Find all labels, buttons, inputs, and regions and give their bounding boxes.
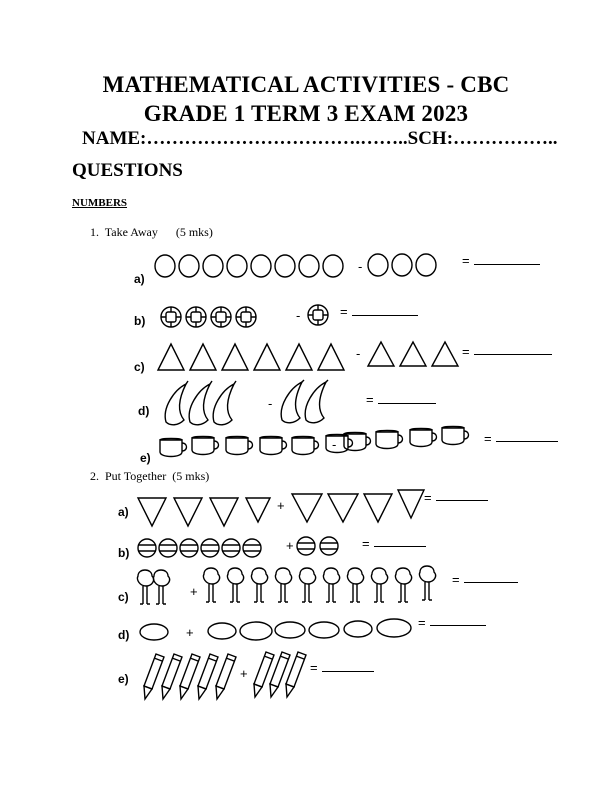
circles-left-group	[152, 248, 452, 284]
minus-sign: -	[268, 396, 273, 411]
circles-right-group	[368, 254, 436, 276]
equals-sign: =	[310, 660, 318, 675]
minus-sign: -	[358, 259, 363, 274]
equals-sign: =	[340, 304, 348, 319]
equals-sign: =	[462, 253, 470, 268]
question-marks: (5 mks)	[172, 469, 210, 483]
inverted-triangles-group	[136, 488, 436, 528]
item-label: a)	[134, 272, 145, 286]
item-label: a)	[118, 505, 129, 519]
minus-sign: -	[296, 308, 301, 323]
triangle-icon	[158, 344, 344, 370]
equals-sign: =	[484, 431, 492, 446]
striped-balls-group	[136, 536, 356, 560]
answer-line[interactable]	[474, 264, 540, 265]
trees-group	[136, 566, 446, 612]
equals-sign: =	[452, 572, 460, 587]
item-label: b)	[118, 546, 130, 560]
ovals-group	[138, 614, 428, 644]
plus-sign: +	[186, 625, 194, 640]
minus-sign: -	[332, 437, 337, 452]
banana-icon	[165, 381, 188, 425]
equals-sign: =	[362, 536, 370, 551]
circle-icon	[155, 255, 343, 277]
question-text: Take Away	[104, 225, 158, 239]
item-label: c)	[118, 590, 129, 604]
exam-title: MATHEMATICAL ACTIVITIES - CBC	[102, 72, 510, 97]
item-label: b)	[134, 314, 146, 328]
item-label: d)	[118, 628, 130, 642]
section-heading: QUESTIONS	[72, 160, 183, 181]
minus-sign: -	[356, 346, 361, 361]
equals-sign: =	[418, 615, 426, 630]
item-label: c)	[134, 360, 145, 374]
plus-sign: +	[240, 666, 248, 681]
pencil-icon	[144, 654, 164, 699]
striped-ball-icon	[138, 539, 156, 557]
question-number: 1.	[90, 225, 99, 239]
answer-line[interactable]	[496, 441, 558, 442]
triangles-group	[154, 340, 474, 374]
item-label: d)	[138, 404, 150, 418]
ball-icon	[161, 307, 181, 327]
plus-sign: +	[286, 538, 294, 553]
tree-icon	[137, 570, 153, 604]
answer-line[interactable]	[378, 403, 436, 404]
equals-sign: =	[366, 392, 374, 407]
item-label: e)	[140, 451, 151, 465]
subsection-heading: NUMBERS	[72, 197, 128, 209]
answer-line[interactable]	[436, 500, 488, 501]
question-marks: (5 mks)	[175, 225, 213, 239]
answer-line[interactable]	[352, 315, 418, 316]
inverted-triangle-icon	[138, 498, 270, 526]
answer-line[interactable]	[374, 546, 426, 547]
answer-line[interactable]	[430, 625, 486, 626]
question-text: Put Together	[105, 469, 167, 483]
plus-sign: +	[277, 498, 285, 513]
balls-group	[158, 303, 338, 331]
question-2	[90, 469, 209, 484]
bananas-group	[160, 380, 350, 426]
answer-line[interactable]	[474, 354, 552, 355]
answer-line[interactable]	[464, 582, 518, 583]
cup-icon	[160, 439, 187, 457]
question-1	[90, 225, 213, 240]
cups-right-group	[340, 424, 480, 460]
exam-subtitle: GRADE 1 TERM 3 EXAM 2023	[143, 101, 469, 126]
question-number: 2.	[90, 469, 99, 483]
equals-sign: =	[462, 344, 470, 359]
item-label: e)	[118, 672, 129, 686]
pencils-group	[140, 650, 320, 702]
plus-sign: +	[190, 584, 198, 599]
answer-line[interactable]	[322, 671, 374, 672]
equals-sign: =	[424, 490, 432, 505]
name-school-line: NAME:…………………………….……..SCH:……………..	[82, 128, 558, 149]
oval-icon	[140, 624, 168, 640]
